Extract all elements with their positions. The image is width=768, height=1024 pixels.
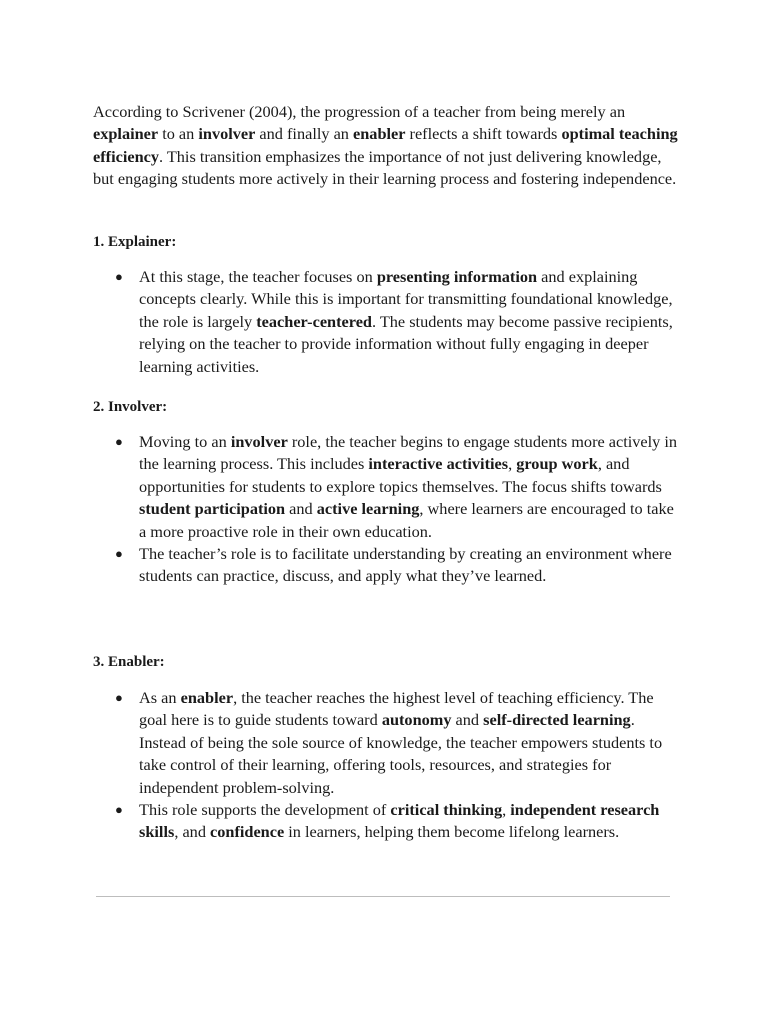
section-heading-explainer: 1. Explainer: (93, 234, 177, 250)
list-item: ● At this stage, the teacher focuses on presenting information and explaining concepts clearly. While this is important for transmitting foundational knowledge, the role is largely teacher-centered. The students may become passive recipients, relying on the teacher to provide information without fully engaging in deeper learning activities. (115, 267, 673, 376)
section-heading-involver: 2. Involver: (93, 399, 168, 415)
section-heading-enabler: 3. Enabler: (93, 654, 165, 670)
list-item: ● This role supports the development of critical thinking, independent research skills, and confidence in learners, helping them become lifelong learners. (115, 800, 660, 842)
bullet-icon: ● (115, 546, 123, 562)
bullet-icon: ● (115, 802, 123, 818)
list-item: ● Moving to an involver role, the teacher begins to engage students more actively in the learning process. This includes interactive activities, group work, and opportunities for students to explore topics themselves. The focus shifts towards student participation and active learning, where learners are encouraged to take a more proactive role in their own education. (115, 432, 678, 541)
explainer-bullet-list (113, 266, 678, 378)
enabler-bullet-list (113, 687, 678, 844)
intro-paragraph: According to Scrivener (2004), the progression of a teacher from being merely an explainer to an involver and finally an enabler reflects a shift towards optimal teaching efficiency. This transition emphasizes the importance of not just delivering knowledge, but engaging students more actively in their learning process and fostering independence. (93, 102, 678, 189)
bullet-icon: ● (115, 434, 123, 449)
horizontal-divider (96, 896, 670, 897)
list-item: ● As an enabler, the teacher reaches the highest level of teaching efficiency. The goal here is to guide students toward autonomy and self-directed learning. Instead of being the sole source of knowledge, the teacher empowers students to take control of their learning, offering tools, resources, and strategies for independent problem-solving. (115, 688, 663, 797)
bullet-icon: ● (115, 269, 123, 284)
list-item: ● The teacher’s role is to facilitate understanding by creating an environment where students can practice, discuss, and apply what they’ve learned. (115, 544, 672, 586)
involver-bullet-list (113, 431, 678, 588)
bullet-icon: ● (115, 690, 123, 705)
